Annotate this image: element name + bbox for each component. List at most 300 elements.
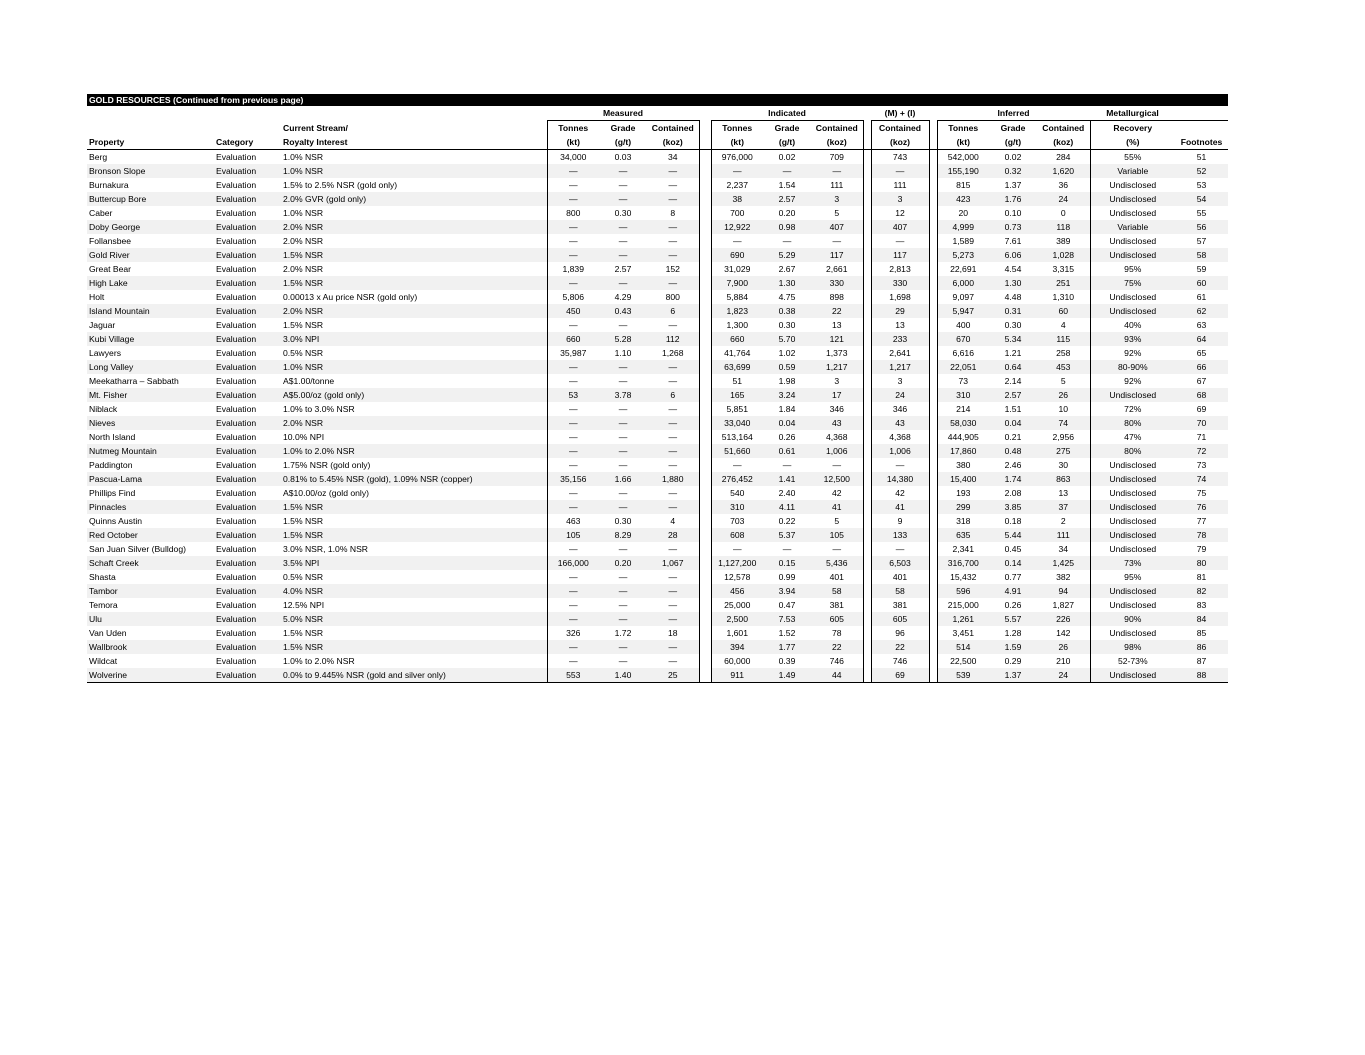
indicated-grade-cell: 0.26 — [778, 432, 796, 442]
inferred-tonnes-cell: 155,190 — [937, 164, 989, 178]
header-indicated-grade: Grade — [763, 121, 811, 136]
inferred-grade-cell: 0.21 — [1004, 432, 1022, 442]
recovery-cell: 47% — [1090, 430, 1175, 444]
mi-contained-cell: 12 — [871, 206, 929, 220]
inferred-grade-cell: 0.29 — [1004, 656, 1022, 666]
measured-contained-cell: 1,268 — [647, 346, 699, 360]
mi-contained-cell: 58 — [871, 584, 929, 598]
measured-contained-cell: — — [647, 374, 699, 388]
property-cell: Pinnacles — [87, 500, 214, 514]
measured-tonnes-cell: — — [547, 276, 599, 290]
measured-tonnes-cell: — — [547, 416, 599, 430]
header-current-stream: Current Stream/ — [283, 122, 348, 133]
inferred-contained-cell: 24 — [1037, 668, 1090, 683]
footnote-cell: 84 — [1175, 612, 1228, 626]
measured-contained-cell: — — [647, 640, 699, 654]
inferred-contained-cell: 34 — [1058, 544, 1069, 554]
section-banner: GOLD RESOURCES (Continued from previous page) — [87, 94, 1228, 106]
recovery-cell: Undisclosed — [1090, 626, 1175, 640]
mi-contained-cell: 14,380 — [871, 472, 929, 486]
measured-contained-cell: — — [647, 220, 699, 234]
property-cell: Red October — [87, 528, 214, 542]
category-cell: Evaluation — [214, 640, 281, 654]
table-row — [87, 360, 1228, 374]
indicated-grade-cell: 1.77 — [763, 640, 811, 654]
measured-grade-cell: 8.29 — [599, 528, 647, 542]
indicated-contained-cell: 5,436 — [811, 556, 863, 570]
measured-grade-cell: 1.40 — [599, 668, 647, 683]
inferred-contained-cell: 2 — [1060, 516, 1066, 526]
mi-contained-cell: 96 — [871, 626, 929, 640]
property-cell: Paddington — [89, 460, 133, 470]
inferred-tonnes-cell: 318 — [937, 514, 989, 528]
mi-contained-cell: 3 — [871, 192, 929, 206]
inferred-contained-cell: 210 — [1056, 656, 1071, 666]
indicated-tonnes-cell: 31,029 — [711, 262, 763, 276]
property-cell: Long Valley — [87, 360, 214, 374]
unit-inferred-kt: (kt) — [937, 135, 989, 150]
property-cell: Holt — [89, 292, 105, 302]
inferred-tonnes-cell: 15,400 — [937, 472, 989, 486]
mi-contained-cell: 2,813 — [871, 262, 929, 276]
inferred-contained-cell: 26 — [1037, 388, 1090, 402]
inferred-grade-cell: 0.48 — [989, 444, 1037, 458]
inferred-tonnes-cell: 17,860 — [937, 444, 989, 458]
indicated-tonnes-cell: 5,884 — [711, 290, 763, 304]
measured-tonnes-cell: 1,839 — [547, 262, 599, 276]
inferred-grade-cell: 4.48 — [1004, 292, 1022, 302]
footnote-cell: 65 — [1196, 348, 1207, 358]
category-cell: Evaluation — [214, 164, 281, 178]
measured-contained-cell: — — [647, 458, 699, 472]
table-row — [87, 500, 1228, 514]
recovery-cell: 93% — [1090, 332, 1175, 346]
group-inferred: Inferred — [997, 108, 1030, 118]
indicated-tonnes-cell: 700 — [711, 206, 763, 220]
indicated-tonnes-cell: 7,900 — [711, 276, 763, 290]
category-cell: Evaluation — [216, 320, 257, 330]
indicated-contained-cell: 117 — [811, 248, 863, 262]
property-cell: Temora — [89, 600, 118, 610]
table-row — [87, 542, 1228, 556]
inferred-contained-cell: 258 — [1056, 348, 1071, 358]
property-cell: Doby George — [87, 220, 214, 234]
indicated-grade-cell: 1.84 — [778, 404, 796, 414]
footnote-cell: 74 — [1175, 472, 1228, 486]
inferred-tonnes-cell: 2,341 — [937, 542, 989, 556]
measured-grade-cell: 0.20 — [599, 556, 647, 570]
mi-contained-cell: 3 — [871, 374, 929, 388]
royalty-interest-cell: 1.0% NSR — [281, 360, 547, 374]
recovery-cell: 40% — [1090, 318, 1175, 332]
measured-grade-cell: 1.72 — [614, 628, 632, 638]
table-row — [87, 206, 1228, 220]
inferred-grade-cell: 0.64 — [989, 360, 1037, 374]
inferred-grade-cell: 0.30 — [1004, 320, 1022, 330]
indicated-grade-cell: 5.70 — [763, 332, 811, 346]
royalty-interest-cell: 1.5% NSR — [281, 528, 547, 542]
table-row — [87, 556, 1228, 570]
indicated-contained-cell: 121 — [811, 332, 863, 346]
table-row — [87, 234, 1228, 248]
inferred-grade-cell: 5.44 — [989, 528, 1037, 542]
inferred-grade-cell: 6.06 — [989, 248, 1037, 262]
recovery-cell: Undisclosed — [1090, 486, 1175, 500]
measured-grade-cell: — — [618, 236, 628, 246]
footnote-cell: 73 — [1196, 460, 1207, 470]
mi-contained-cell: — — [871, 542, 929, 556]
indicated-tonnes-cell: 12,922 — [711, 220, 763, 234]
recovery-cell: Undisclosed — [1090, 598, 1175, 612]
recovery-cell: Undisclosed — [1090, 290, 1175, 304]
indicated-grade-cell: 1.41 — [763, 472, 811, 486]
measured-contained-cell: — — [647, 164, 699, 178]
table-row — [87, 444, 1228, 458]
property-cell: Burnakura — [89, 180, 129, 190]
header-inferred-grade: Grade — [989, 121, 1037, 136]
royalty-interest-cell: 1.0% NSR — [283, 208, 324, 218]
inferred-contained-cell: 251 — [1037, 276, 1090, 290]
measured-grade-cell: — — [618, 656, 628, 666]
inferred-tonnes-cell: 514 — [937, 640, 989, 654]
footnote-cell: 77 — [1196, 516, 1207, 526]
recovery-cell: 80% — [1090, 416, 1175, 430]
inferred-grade-cell: 1.59 — [989, 640, 1037, 654]
table-row — [87, 178, 1228, 192]
footnote-cell: 53 — [1196, 180, 1207, 190]
table-row — [87, 164, 1228, 178]
measured-contained-cell: — — [647, 542, 699, 556]
header-indicated-tonnes: Tonnes — [711, 121, 763, 136]
inferred-tonnes-cell: 215,000 — [937, 598, 989, 612]
measured-grade-cell: — — [618, 404, 628, 414]
indicated-grade-cell: 1.30 — [763, 276, 811, 290]
measured-grade-cell: 0.03 — [614, 152, 632, 162]
property-cell: Great Bear — [89, 264, 132, 274]
measured-contained-cell: 34 — [647, 150, 699, 165]
recovery-cell: 52-73% — [1090, 654, 1175, 668]
measured-grade-cell: — — [618, 320, 628, 330]
header-measured-tonnes: Tonnes — [547, 121, 599, 136]
footnote-cell: 64 — [1175, 332, 1228, 346]
royalty-interest-cell: 1.75% NSR (gold only) — [283, 460, 371, 470]
indicated-grade-cell: 0.15 — [763, 556, 811, 570]
measured-tonnes-cell: 34,000 — [547, 150, 599, 165]
category-cell: Evaluation — [216, 236, 257, 246]
inferred-grade-cell: 1.21 — [1004, 348, 1022, 358]
footnote-cell: 68 — [1175, 388, 1228, 402]
measured-grade-cell: — — [618, 544, 628, 554]
mi-contained-cell: — — [871, 164, 929, 178]
measured-contained-cell: 28 — [647, 528, 699, 542]
indicated-contained-cell: 43 — [811, 416, 863, 430]
measured-contained-cell: 800 — [647, 290, 699, 304]
indicated-contained-cell: 3 — [811, 192, 863, 206]
indicated-tonnes-cell: 63,699 — [711, 360, 763, 374]
measured-tonnes-cell: 800 — [547, 206, 599, 220]
measured-tonnes-cell: — — [547, 234, 599, 248]
indicated-contained-cell: 58 — [811, 584, 863, 598]
inferred-contained-cell: 863 — [1037, 472, 1090, 486]
property-cell: Mt. Fisher — [87, 388, 214, 402]
indicated-grade-cell: — — [782, 236, 792, 246]
measured-grade-cell: 0.30 — [614, 208, 632, 218]
property-cell: High Lake — [87, 276, 214, 290]
inferred-tonnes-cell: 3,451 — [937, 626, 989, 640]
property-cell: Wallbrook — [87, 640, 214, 654]
royalty-interest-cell: 4.0% NSR — [281, 584, 547, 598]
indicated-grade-cell: 0.02 — [778, 152, 796, 162]
recovery-cell: Undisclosed — [1090, 668, 1175, 683]
measured-contained-cell: — — [647, 500, 699, 514]
indicated-grade-cell: 0.38 — [763, 304, 811, 318]
indicated-tonnes-cell: 1,601 — [711, 626, 763, 640]
measured-contained-cell: — — [647, 430, 699, 444]
category-cell: Evaluation — [214, 500, 281, 514]
table-row — [87, 374, 1228, 388]
category-cell: Evaluation — [214, 416, 281, 430]
mi-contained-cell: 605 — [871, 612, 929, 626]
recovery-cell: Undisclosed — [1090, 234, 1175, 248]
table-row — [87, 486, 1228, 500]
category-cell: Evaluation — [214, 556, 281, 570]
measured-grade-cell: — — [618, 432, 628, 442]
indicated-tonnes-cell: 1,823 — [711, 304, 763, 318]
indicated-tonnes-cell: 25,000 — [711, 598, 763, 612]
measured-grade-cell: 3.78 — [599, 388, 647, 402]
unit-recovery-pct: (%) — [1090, 135, 1175, 150]
category-cell: Evaluation — [216, 544, 257, 554]
inferred-tonnes-cell: 5,273 — [937, 248, 989, 262]
recovery-cell: Undisclosed — [1090, 514, 1175, 528]
inferred-contained-cell: 1,028 — [1037, 248, 1090, 262]
measured-tonnes-cell: 463 — [547, 514, 599, 528]
category-cell: Evaluation — [216, 404, 257, 414]
measured-grade-cell: — — [599, 220, 647, 234]
footnote-cell: 85 — [1196, 628, 1207, 638]
table-row — [87, 276, 1228, 290]
measured-tonnes-cell: — — [547, 640, 599, 654]
inferred-contained-cell: 26 — [1037, 640, 1090, 654]
header-royalty-interest: Royalty Interest — [281, 135, 547, 150]
measured-tonnes-cell: — — [547, 444, 599, 458]
measured-contained-cell: 18 — [647, 626, 699, 640]
recovery-cell: 73% — [1090, 556, 1175, 570]
indicated-tonnes-cell: 33,040 — [711, 416, 763, 430]
measured-contained-cell: 112 — [647, 332, 699, 346]
indicated-grade-cell: 0.61 — [763, 444, 811, 458]
indicated-contained-cell: 44 — [811, 668, 863, 683]
inferred-tonnes-cell: 193 — [937, 486, 989, 500]
mi-contained-cell: 6,503 — [871, 556, 929, 570]
indicated-tonnes-cell: 1,127,200 — [711, 556, 763, 570]
table-row — [87, 416, 1228, 430]
measured-tonnes-cell: — — [547, 654, 599, 668]
table-row — [87, 570, 1228, 584]
measured-contained-cell: — — [647, 178, 699, 192]
measured-tonnes-cell: — — [547, 570, 599, 584]
inferred-grade-cell: 7.61 — [1004, 236, 1022, 246]
property-cell: Bronson Slope — [87, 164, 214, 178]
indicated-grade-cell: 1.02 — [778, 348, 796, 358]
inferred-tonnes-cell: 6,616 — [937, 346, 989, 360]
indicated-contained-cell: 22 — [811, 304, 863, 318]
category-cell: Evaluation — [216, 656, 257, 666]
measured-grade-cell: — — [618, 488, 628, 498]
indicated-tonnes-cell: 608 — [711, 528, 763, 542]
property-cell: Buttercup Bore — [87, 192, 214, 206]
indicated-tonnes-cell: 690 — [711, 248, 763, 262]
inferred-grade-cell: 0.26 — [1004, 600, 1022, 610]
inferred-tonnes-cell: 670 — [937, 332, 989, 346]
indicated-contained-cell: 78 — [811, 626, 863, 640]
royalty-interest-cell: 1.0% to 2.0% NSR — [283, 656, 355, 666]
footnote-cell: 86 — [1175, 640, 1228, 654]
royalty-interest-cell: 12.5% NPI — [283, 600, 325, 610]
royalty-interest-cell: A$1.00/tonne — [283, 376, 335, 386]
inferred-contained-cell: 389 — [1056, 236, 1071, 246]
property-cell: Jaguar — [89, 320, 116, 330]
inferred-tonnes-cell: 58,030 — [937, 416, 989, 430]
measured-tonnes-cell: — — [547, 402, 599, 416]
footnote-cell: 79 — [1196, 544, 1207, 554]
unit-inferred-koz: (koz) — [1037, 135, 1090, 150]
footnote-cell: 67 — [1196, 376, 1207, 386]
table-row — [87, 626, 1228, 640]
inferred-tonnes-cell: 539 — [937, 668, 989, 683]
indicated-grade-cell: 2.40 — [778, 488, 796, 498]
measured-grade-cell: 2.57 — [614, 264, 632, 274]
category-cell: Evaluation — [216, 180, 257, 190]
royalty-interest-cell: 1.5% NSR — [281, 248, 547, 262]
inferred-grade-cell: 0.73 — [989, 220, 1037, 234]
indicated-tonnes-cell: 60,000 — [711, 654, 763, 668]
indicated-tonnes-cell: 456 — [711, 584, 763, 598]
category-cell: Evaluation — [214, 276, 281, 290]
footnote-cell: 63 — [1196, 320, 1207, 330]
indicated-grade-cell: 0.99 — [778, 572, 796, 582]
inferred-grade-cell: 1.28 — [1004, 628, 1022, 638]
footnote-cell: 81 — [1196, 572, 1207, 582]
indicated-grade-cell: — — [782, 460, 792, 470]
footnote-cell: 88 — [1175, 668, 1228, 683]
mi-contained-cell: 746 — [871, 654, 929, 668]
measured-contained-cell: — — [647, 402, 699, 416]
mi-contained-cell: 13 — [871, 318, 929, 332]
unit-mi-koz: (koz) — [871, 135, 929, 150]
indicated-tonnes-cell: 540 — [711, 486, 763, 500]
inferred-tonnes-cell: 9,097 — [937, 290, 989, 304]
mi-contained-cell: 1,006 — [871, 444, 929, 458]
inferred-grade-cell: 1.74 — [989, 472, 1037, 486]
indicated-grade-cell: 0.59 — [763, 360, 811, 374]
indicated-contained-cell: 5 — [811, 514, 863, 528]
inferred-tonnes-cell: 299 — [937, 500, 989, 514]
property-cell: Wildcat — [89, 656, 118, 666]
royalty-interest-cell: 1.5% NSR — [283, 320, 324, 330]
inferred-contained-cell: 4 — [1060, 320, 1066, 330]
table-row — [87, 528, 1228, 542]
property-cell: Meekatharra – Sabbath — [89, 376, 179, 386]
inferred-contained-cell: 30 — [1058, 460, 1069, 470]
category-cell: Evaluation — [214, 584, 281, 598]
indicated-tonnes-cell: 703 — [711, 514, 763, 528]
recovery-cell: Undisclosed — [1090, 542, 1175, 556]
inferred-tonnes-cell: 22,051 — [937, 360, 989, 374]
measured-contained-cell: 1,880 — [647, 472, 699, 486]
table-row — [87, 430, 1228, 444]
footnote-cell: 69 — [1196, 404, 1207, 414]
royalty-interest-cell: 2.0% NSR — [281, 220, 547, 234]
indicated-contained-cell: 17 — [811, 388, 863, 402]
measured-grade-cell: — — [618, 600, 628, 610]
indicated-grade-cell: 0.47 — [778, 600, 796, 610]
measured-contained-cell: 1,067 — [647, 556, 699, 570]
indicated-contained-cell: 41 — [811, 500, 863, 514]
inferred-contained-cell: 36 — [1058, 180, 1069, 190]
inferred-grade-cell: 4.54 — [1004, 264, 1022, 274]
measured-tonnes-cell: 35,987 — [547, 346, 599, 360]
indicated-grade-cell: — — [782, 544, 792, 554]
measured-contained-cell: — — [647, 276, 699, 290]
unit-measured-gt: (g/t) — [599, 135, 647, 150]
category-cell: Evaluation — [216, 516, 257, 526]
mi-contained-cell: 1,698 — [871, 290, 929, 304]
measured-grade-cell: — — [618, 180, 628, 190]
inferred-grade-cell: 2.57 — [989, 388, 1037, 402]
inferred-contained-cell: 60 — [1037, 304, 1090, 318]
recovery-cell: 92% — [1090, 374, 1175, 388]
unit-inferred-gt: (g/t) — [989, 135, 1037, 150]
indicated-tonnes-cell: — — [711, 164, 763, 178]
mi-contained-cell: 1,217 — [871, 360, 929, 374]
inferred-contained-cell: 118 — [1037, 220, 1090, 234]
royalty-interest-cell: 0.81% to 5.45% NSR (gold), 1.09% NSR (copper) — [281, 472, 547, 486]
indicated-grade-cell: 7.53 — [763, 612, 811, 626]
group-mi: (M) + (I) — [884, 108, 916, 118]
indicated-contained-cell: — — [811, 164, 863, 178]
measured-contained-cell: — — [647, 318, 699, 332]
mi-contained-cell: 111 — [871, 178, 929, 192]
indicated-contained-cell: 401 — [811, 570, 863, 584]
recovery-cell: 75% — [1090, 276, 1175, 290]
indicated-grade-cell: 1.98 — [778, 376, 796, 386]
property-cell: Gold River — [87, 248, 214, 262]
royalty-interest-cell: 1.5% NSR — [283, 516, 324, 526]
category-cell: Evaluation — [216, 264, 257, 274]
measured-contained-cell: 152 — [647, 262, 699, 276]
indicated-grade-cell: 0.98 — [763, 220, 811, 234]
inferred-tonnes-cell: 22,691 — [937, 262, 989, 276]
inferred-contained-cell: 74 — [1037, 416, 1090, 430]
measured-grade-cell: 4.29 — [614, 292, 632, 302]
indicated-contained-cell: 105 — [811, 528, 863, 542]
indicated-grade-cell: 0.04 — [763, 416, 811, 430]
indicated-grade-cell: 1.49 — [763, 668, 811, 683]
measured-tonnes-cell: — — [547, 500, 599, 514]
table-row — [87, 654, 1228, 668]
recovery-cell: Undisclosed — [1090, 388, 1175, 402]
measured-tonnes-cell: 553 — [547, 668, 599, 683]
measured-tonnes-cell: 450 — [547, 304, 599, 318]
footnote-cell: 59 — [1196, 264, 1207, 274]
footnote-cell: 57 — [1196, 236, 1207, 246]
header-recovery: Recovery — [1090, 121, 1175, 136]
category-cell: Evaluation — [216, 348, 257, 358]
table-row — [87, 346, 1228, 360]
table-row — [87, 668, 1228, 683]
inferred-contained-cell: 453 — [1037, 360, 1090, 374]
